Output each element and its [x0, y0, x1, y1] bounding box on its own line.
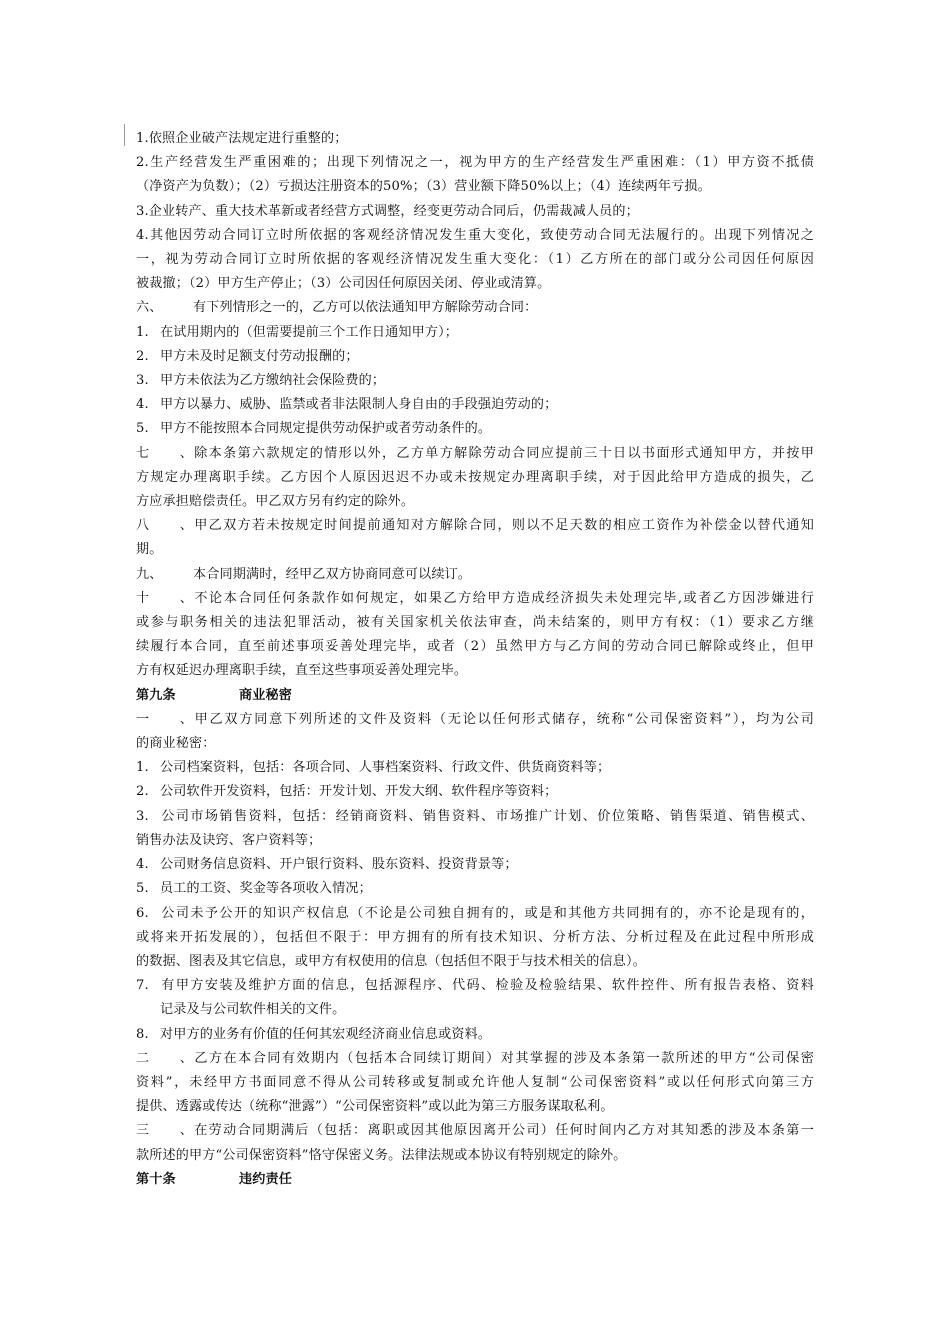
text-line	[136, 563, 814, 587]
line-text: 本合同期满时，经甲乙双方协商同意可以续订。	[193, 566, 472, 582]
item-number: 一、	[136, 711, 193, 727]
line-text: 甲方以暴力、威胁、监禁或者非法限制人身自由的手段强迫劳动的；	[160, 397, 558, 413]
text-line	[136, 659, 814, 683]
item-number: 4.	[136, 857, 149, 873]
text-line	[136, 127, 814, 151]
line-text: 有下列情形之一的，乙方可以依法通知甲方解除劳动合同：	[193, 300, 538, 316]
text-line	[136, 321, 814, 345]
text-line	[136, 732, 814, 756]
item-number: 2.	[136, 348, 149, 364]
line-text: 甲乙双方若未按规定时间提前通知对方解除合同，则以不足天数的相应工资作为补偿金以替代通知	[193, 518, 814, 534]
item-number: 3.	[136, 808, 149, 824]
line-text: 在试用期内的（但需要提前三个工作日通知甲方）；	[160, 324, 459, 340]
line-text: 甲方未及时足额支付劳动报酬的；	[160, 348, 359, 364]
text-line	[136, 1023, 814, 1047]
item-number: 3.	[136, 373, 149, 389]
text-line	[136, 514, 814, 538]
item-number: 八、	[136, 518, 193, 534]
text-line	[136, 902, 814, 926]
line-text: 方规定办理离职手续。乙方因个人原因迟迟不办或未按规定办理离职手续，对于因此给甲方造成的损失，乙	[136, 469, 814, 485]
line-text: 销售办法及诀窍、客户资料等；	[136, 832, 322, 848]
line-text: 公司档案资料，包括：各项合同、人事档案资料、行政文件、供货商资料等；	[160, 760, 611, 776]
text-line	[136, 756, 814, 780]
section-heading	[136, 1168, 814, 1192]
item-number: 2.	[136, 784, 149, 800]
line-text: 甲乙双方同意下列所述的文件及资料（无论以任何形式储存，统称“公司保密资料”），均为公司	[193, 711, 814, 727]
item-number: 十、	[136, 590, 193, 606]
text-line	[136, 175, 814, 199]
text-line	[136, 345, 814, 369]
line-text: 甲方未依法为乙方缴纳社会保险费的；	[160, 373, 386, 389]
item-number: 7.	[136, 978, 149, 994]
text-line	[136, 272, 814, 296]
line-text: 在劳动合同期满后（包括：离职或因其他原因离开公司）任何时间内乙方对其知悉的涉及本条第一	[193, 1123, 814, 1139]
text-line	[136, 635, 814, 659]
line-text: 记录及与公司软件相关的文件。	[160, 1002, 346, 1018]
text-cursor-margin-mark	[124, 124, 125, 146]
line-text: 资料”，未经甲方书面同意不得从公司转移或复制或允许他人复制“公司保密资料”或以任何形式向第三方	[136, 1074, 814, 1090]
item-number: 九、	[136, 566, 163, 582]
line-text: 的数据、图表及其它信息，或甲方有权使用的信息（包括但不限于与技术相关的信息）。	[136, 953, 646, 969]
item-number: 1.	[136, 760, 149, 776]
item-number: 4.	[136, 397, 149, 413]
item-number: 三、	[136, 1123, 193, 1139]
text-line	[136, 296, 814, 320]
item-number: 5.	[136, 421, 149, 437]
text-line	[136, 200, 814, 224]
line-text: 款所述的甲方“公司保密资料”恪守保密义务。法律法规或本协议有特别规定的除外。	[136, 1147, 627, 1163]
text-line	[136, 611, 814, 635]
text-line	[136, 490, 814, 514]
text-line	[136, 1095, 814, 1119]
text-line	[136, 998, 814, 1022]
text-line	[136, 780, 814, 804]
line-text: 甲方不能按照本合同规定提供劳动保护或者劳动条件的。	[160, 421, 492, 437]
text-line	[136, 224, 814, 248]
line-text: 员工的工资、奖金等各项收入情况；	[160, 881, 372, 897]
text-line	[136, 151, 814, 175]
text-line	[136, 1144, 814, 1168]
text-line	[136, 1119, 814, 1143]
line-text: 1.依照企业破产法规定进行重整的；	[136, 131, 348, 146]
text-line	[136, 466, 814, 490]
line-text: 不论本合同任何条款作如何规定，如果乙方给甲方造成经济损失未处理完毕,或者乙方因涉嫌进行	[193, 590, 814, 606]
line-text: 公司未予公开的知识产权信息（不论是公司独自拥有的，或是和其他方共同拥有的，亦不论是现有的，	[160, 905, 814, 921]
text-line	[136, 853, 814, 877]
text-line	[136, 974, 814, 998]
item-number: 六、	[136, 300, 163, 316]
line-text: 或将来开拓发展的），包括但不限于：甲方拥有的所有技术知识、分析方法、分析过程及在此过程中所形成	[136, 929, 814, 945]
line-text: 提供、透露或传达（统称“泄露”）“公司保密资料”或以此为第三方服务谋取私利。	[136, 1099, 614, 1115]
text-line	[136, 1071, 814, 1095]
text-line	[136, 829, 814, 853]
line-text: 一，视为劳动合同订立时所依据的客观经济情况发生重大变化：（1）乙方所在的部门或分公司因任何原因	[136, 252, 814, 268]
item-number: 5.	[136, 881, 149, 897]
text-line	[136, 877, 814, 901]
line-text: 3.企业转产、重大技术革新或者经营方式调整，经变更劳动合同后，仍需裁减人员的；	[136, 203, 639, 219]
item-number: 第九条	[136, 687, 176, 703]
line-text: 除本条第六款规定的情形以外，乙方单方解除劳动合同应提前三十日以书面形式通知甲方，并按甲	[193, 445, 814, 461]
line-text: 方应承担赔偿责任。甲乙双方另有约定的除外。	[136, 494, 415, 510]
text-line	[136, 1047, 814, 1071]
line-text: 商业秘密	[239, 687, 292, 703]
line-text: 或参与职务相关的违法犯罪活动，被有关国家机关依法审查，尚未结案的，则甲方有权：（1）要求乙方继	[136, 615, 814, 631]
line-text: （净资产为负数）；（2）亏损达注册资本的50%；（3）营业额下降50%以上；（4）连续两年亏损。	[136, 179, 711, 195]
line-text: 续履行本合同，直至前述事项妥善处理完毕，或者（2）虽然甲方与乙方间的劳动合同已解除或终止，但甲	[136, 639, 814, 655]
text-line	[136, 950, 814, 974]
text-line	[136, 248, 814, 272]
item-number: 8.	[136, 1026, 149, 1042]
line-text: 被裁撤；（2）甲方生产停止；（3）公司因任何原因关闭、停业或清算。	[136, 276, 551, 292]
text-line	[136, 442, 814, 466]
text-line	[136, 926, 814, 950]
line-text: 4.其他因劳动合同订立时所依据的客观经济情况发生重大变化，致使劳动合同无法履行的。出现下列情况之	[136, 227, 814, 243]
line-text: 违约责任	[239, 1171, 292, 1187]
line-text: 期。	[136, 542, 163, 558]
line-text: 的商业秘密：	[136, 736, 216, 752]
text-line	[136, 538, 814, 562]
line-text: 2.生产经营发生严重困难的；出现下列情况之一，视为甲方的生产经营发生严重困难：（1）甲方资不抵债	[136, 155, 814, 171]
item-number: 二、	[136, 1050, 193, 1066]
text-line	[136, 708, 814, 732]
item-number: 6.	[136, 905, 149, 921]
line-text: 公司市场销售资料，包括：经销商资料、销售资料、市场推广计划、价位策略、销售渠道、销售模式、	[160, 808, 814, 824]
text-line	[136, 369, 814, 393]
text-line	[136, 805, 814, 829]
item-number: 七、	[136, 445, 193, 461]
section-heading	[136, 684, 814, 708]
item-number: 1.	[136, 324, 149, 340]
line-text: 方有权延迟办理离职手续，直至这些事项妥善处理完毕。	[136, 663, 468, 679]
text-line	[136, 417, 814, 441]
item-number: 第十条	[136, 1171, 176, 1187]
text-line	[136, 393, 814, 417]
line-text: 公司软件开发资料，包括：开发计划、开发大纲、软件程序等资料；	[160, 784, 558, 800]
document-body	[136, 127, 814, 1192]
line-text: 公司财务信息资料、开户银行资料、股东资料、投资背景等；	[160, 857, 518, 873]
line-text: 有甲方安装及维护方面的信息，包括源程序、代码、检验及检验结果、软件控件、所有报告表格、资料	[160, 978, 814, 994]
text-line	[136, 587, 814, 611]
line-text: 乙方在本合同有效期内（包括本合同续订期间）对其掌握的涉及本条第一款所述的甲方“公司保密	[193, 1050, 814, 1066]
line-text: 对甲方的业务有价值的任何其宏观经济商业信息或资料。	[160, 1026, 492, 1042]
